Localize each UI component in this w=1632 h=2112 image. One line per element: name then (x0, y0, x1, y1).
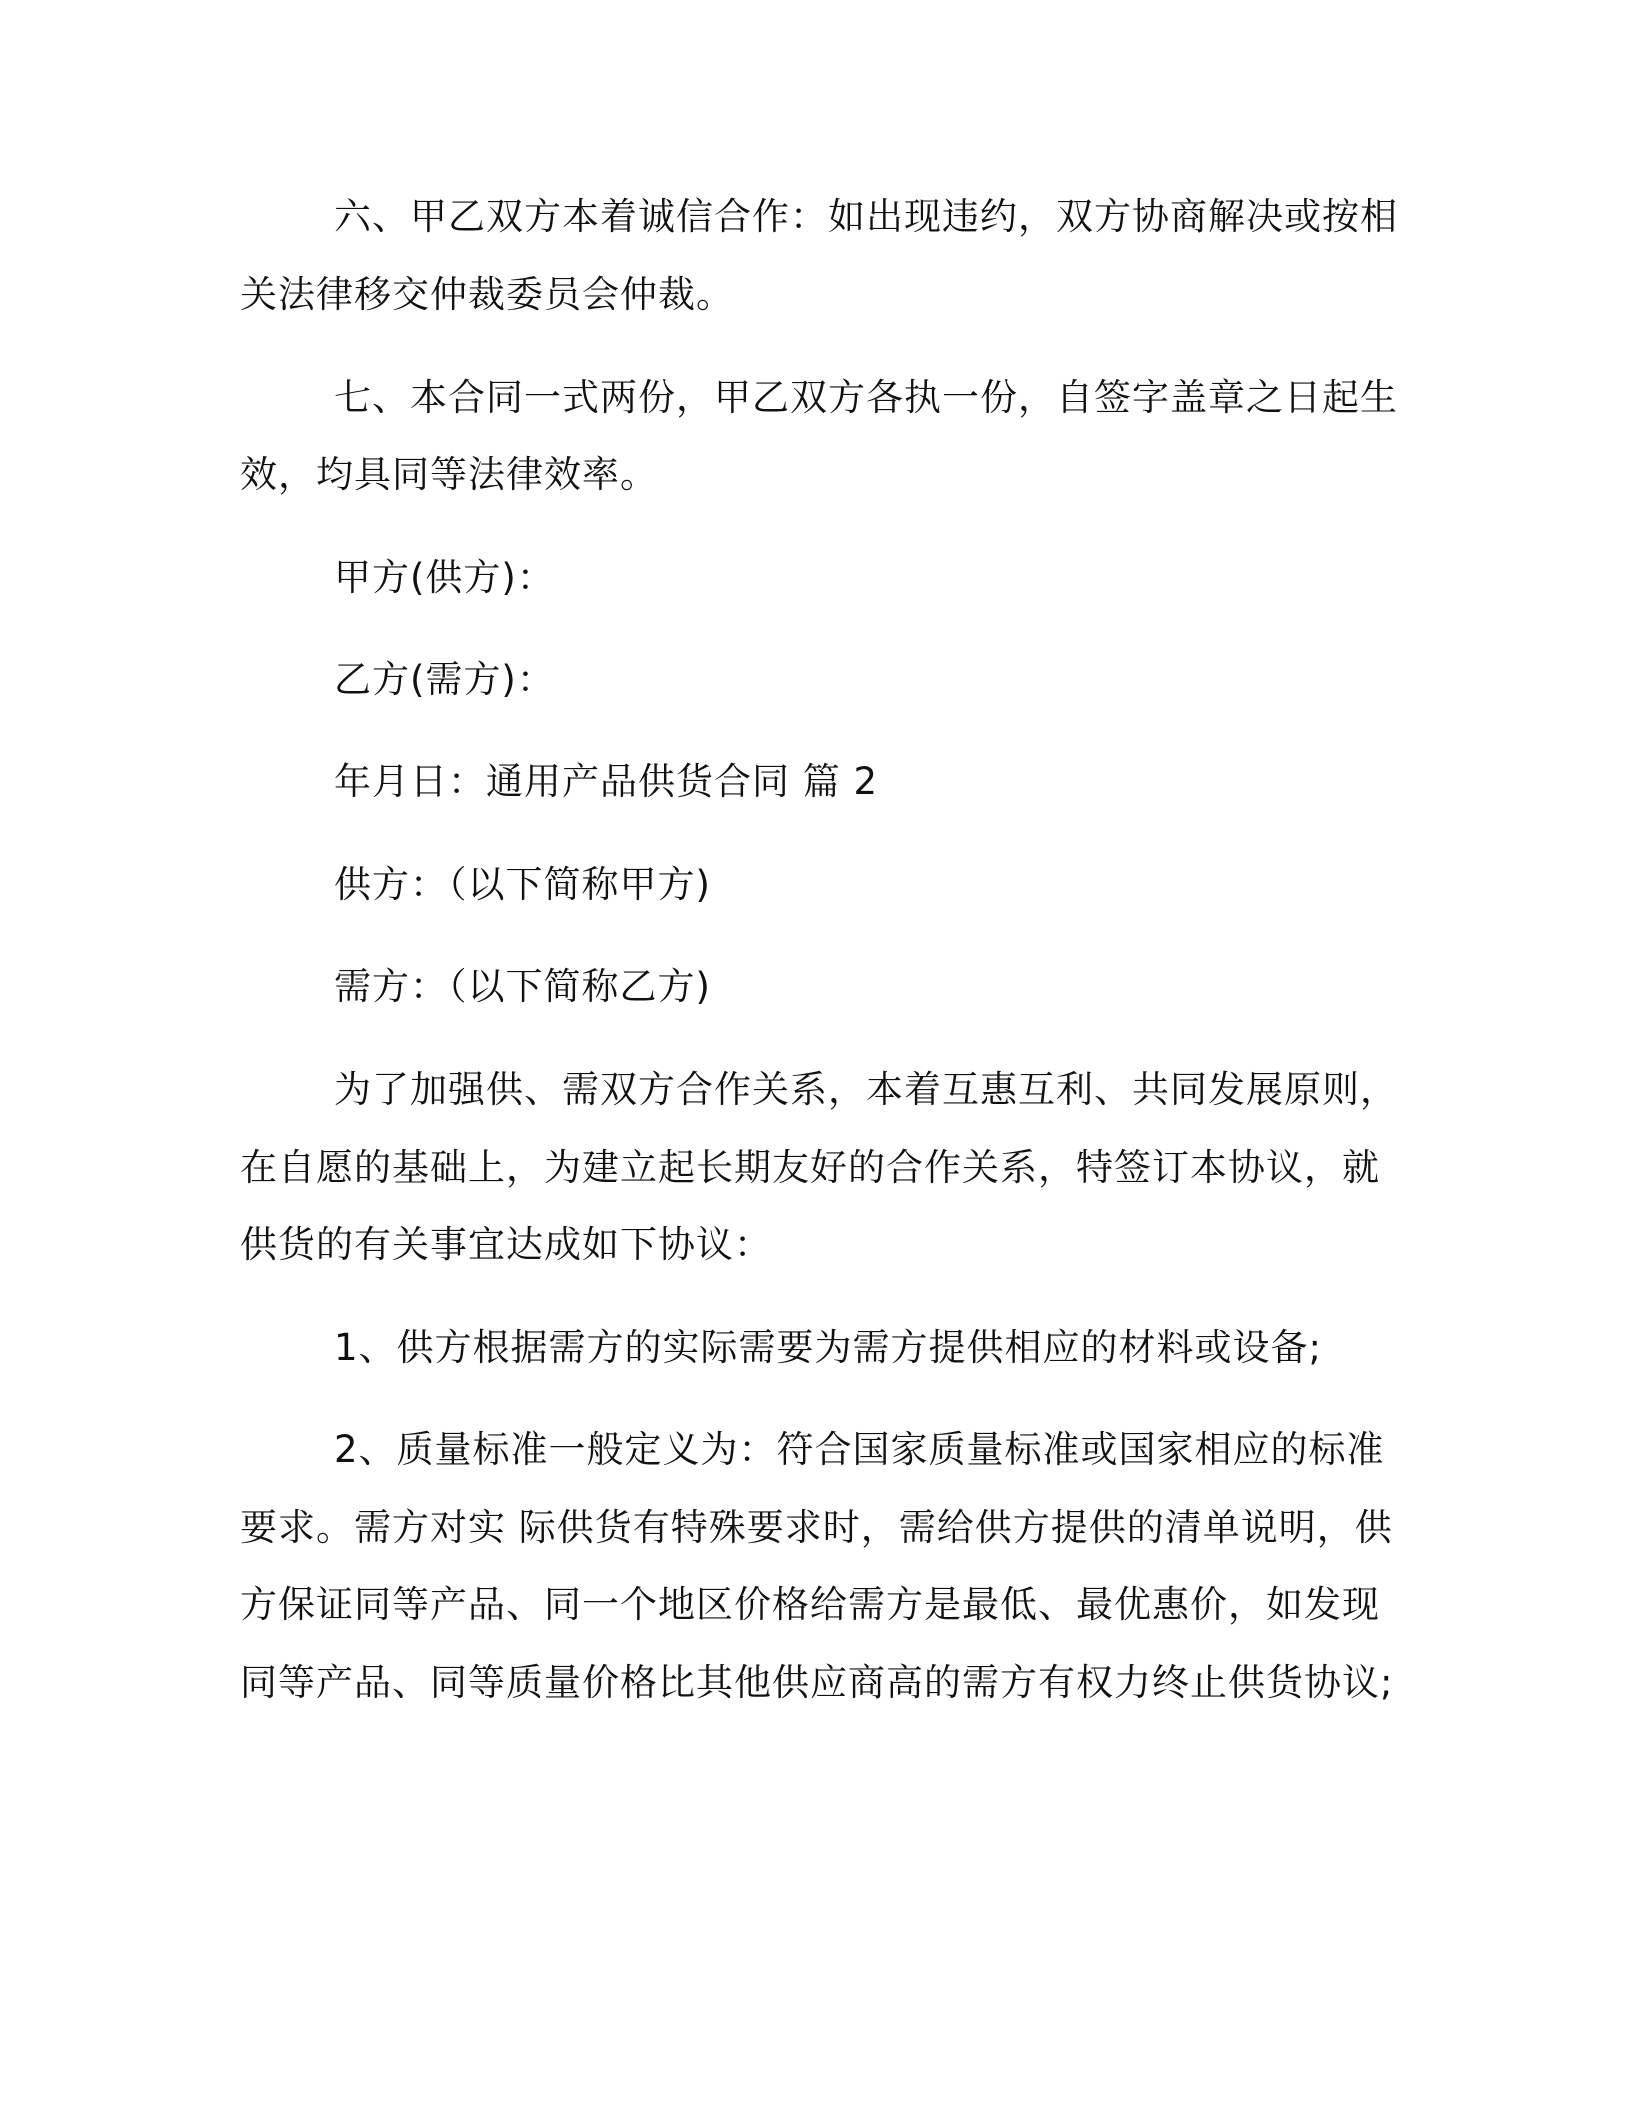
party-b-label: 乙方(需方)： (334, 658, 555, 701)
preamble-line-2: 在自愿的基础上，为建立起长期友好的合作关系，特签订本协议，就 (240, 1146, 1380, 1189)
clause-2-line-3: 方保证同等产品、同一个地区价格给需方是最低、最优惠价，如发现 (240, 1583, 1380, 1626)
clause-7-line-2: 效，均具同等法律效率。 (240, 453, 658, 496)
buyer-label: 需方：（以下简称乙方) (334, 965, 711, 1008)
clause-2-line-2: 要求。需方对实 际供货有特殊要求时，需给供方提供的清单说明，供 (240, 1506, 1393, 1549)
clause-6-line-1: 六、甲乙双方本着诚信合作：如出现违约，双方协商解决或按相 (334, 195, 1398, 238)
party-a-label: 甲方(供方)： (334, 556, 555, 599)
preamble-line-1: 为了加强供、需双方合作关系，本着互惠互利、共同发展原则， (334, 1068, 1398, 1111)
clause-6-line-2: 关法律移交仲裁委员会仲裁。 (240, 273, 734, 316)
date-and-section-title: 年月日：通用产品供货合同 篇 2 (334, 760, 879, 803)
clause-1-line-1: 1、供方根据需方的实际需要为需方提供相应的材料或设备; (334, 1326, 1323, 1369)
supplier-label: 供方：（以下简称甲方) (334, 863, 711, 906)
clause-2-line-1: 2、质量标准一般定义为：符合国家质量标准或国家相应的标准 (334, 1428, 1385, 1471)
document-page (240, 0, 1398, 2112)
clause-7-line-1: 七、本合同一式两份，甲乙双方各执一份，自签字盖章之日起生 (334, 376, 1398, 419)
preamble-line-3: 供货的有关事宜达成如下协议： (240, 1223, 772, 1266)
clause-2-line-4: 同等产品、同等质量价格比其他供应商高的需方有权力终止供货协议; (240, 1661, 1394, 1704)
